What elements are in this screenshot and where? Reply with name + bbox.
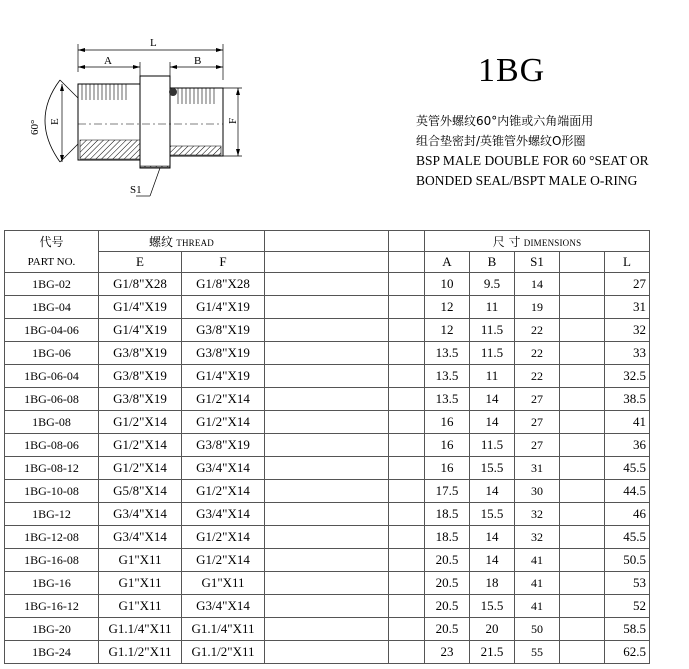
empty-header-cell (265, 231, 389, 252)
dim-S1-cell: 55 (515, 641, 560, 664)
dim-S1-cell: 19 (515, 296, 560, 319)
part-no-cell: 1BG-06-04 (5, 365, 99, 388)
thread-E-cell: G1"X11 (99, 595, 182, 618)
col-S1-header: S1 (515, 252, 560, 273)
col-L-header: L (605, 252, 650, 273)
empty-cell (265, 411, 389, 434)
empty-cell (389, 572, 425, 595)
dim-B-cell: 15.5 (470, 503, 515, 526)
table-row (5, 434, 650, 457)
dim-L-cell: 31 (605, 296, 650, 319)
empty-cell (265, 480, 389, 503)
dim-L-cell: 36 (605, 434, 650, 457)
empty-cell (389, 618, 425, 641)
empty-cell (560, 273, 605, 296)
thread-F-cell: G3/8"X19 (182, 319, 265, 342)
empty-cell (389, 434, 425, 457)
product-description (416, 111, 649, 191)
empty-cell (560, 365, 605, 388)
dim-B-cell: 11.5 (470, 434, 515, 457)
col-B-header: B (470, 252, 515, 273)
desc-en-line-1: BSP MALE DOUBLE FOR 60 °SEAT OR (416, 153, 649, 168)
dimensions-header: 尺 寸 DIMENSIONS (425, 231, 650, 252)
empty-cell (560, 434, 605, 457)
thread-F-cell: G1/4"X19 (182, 365, 265, 388)
empty-cell (265, 365, 389, 388)
dimension-table (4, 230, 650, 664)
dim-B-label: B (194, 55, 202, 67)
empty-cell (389, 457, 425, 480)
desc-cn-line-2: 组合垫密封/英锥管外螺纹O形圈 (416, 134, 586, 148)
part-no-cell: 1BG-16-12 (5, 595, 99, 618)
thread-E-cell: G1"X11 (99, 549, 182, 572)
dim-L-cell: 58.5 (605, 618, 650, 641)
dim-A-cell: 12 (425, 319, 470, 342)
part-no-header-cn: 代号 (5, 231, 99, 252)
thread-E-cell: G1/4"X19 (99, 319, 182, 342)
dim-E-label: E (49, 118, 61, 125)
desc-en-line-2: BONDED SEAL/BSPT MALE O-RING (416, 173, 638, 188)
thread-F-cell: G1/2"X14 (182, 480, 265, 503)
part-no-cell: 1BG-16 (5, 572, 99, 595)
empty-cell (389, 319, 425, 342)
dim-B-cell: 11 (470, 365, 515, 388)
dim-B-cell: 14 (470, 526, 515, 549)
empty-cell (389, 342, 425, 365)
part-no-cell: 1BG-06 (5, 342, 99, 365)
thread-E-cell: G1/2"X14 (99, 411, 182, 434)
dim-L-cell: 53 (605, 572, 650, 595)
empty-cell (560, 342, 605, 365)
part-no-cell: 1BG-04 (5, 296, 99, 319)
empty-cell (560, 388, 605, 411)
thread-E-cell: G1/2"X14 (99, 434, 182, 457)
thread-F-cell: G3/4"X14 (182, 457, 265, 480)
empty-cell (265, 273, 389, 296)
dim-B-cell: 21.5 (470, 641, 515, 664)
dim-B-cell: 11 (470, 296, 515, 319)
dim-S1-cell: 41 (515, 572, 560, 595)
empty-cell (265, 503, 389, 526)
dim-L-cell: 52 (605, 595, 650, 618)
dim-S1-cell: 27 (515, 434, 560, 457)
empty-cell (560, 549, 605, 572)
dim-A-cell: 13.5 (425, 388, 470, 411)
table-row (5, 388, 650, 411)
table-row (5, 595, 650, 618)
thread-F-cell: G1/2"X14 (182, 526, 265, 549)
col-A-header: A (425, 252, 470, 273)
empty-cell (560, 618, 605, 641)
thread-F-cell: G3/4"X14 (182, 503, 265, 526)
empty-cell (389, 365, 425, 388)
empty-cell (389, 526, 425, 549)
empty-cell (265, 342, 389, 365)
dim-B-cell: 14 (470, 411, 515, 434)
thread-F-cell: G1/2"X14 (182, 388, 265, 411)
thread-F-cell: G1.1/2"X11 (182, 641, 265, 664)
empty-cell (560, 503, 605, 526)
part-no-cell: 1BG-06-08 (5, 388, 99, 411)
part-no-cell: 1BG-12-08 (5, 526, 99, 549)
empty-header-cell (265, 252, 389, 273)
table-row (5, 618, 650, 641)
dim-A-cell: 20.5 (425, 595, 470, 618)
table-row (5, 549, 650, 572)
thread-header: 螺纹 THREAD (99, 231, 265, 252)
dim-F-label: F (227, 117, 239, 124)
empty-cell (560, 572, 605, 595)
table-row (5, 480, 650, 503)
dim-A-cell: 20.5 (425, 618, 470, 641)
dim-B-cell: 15.5 (470, 457, 515, 480)
empty-cell (389, 411, 425, 434)
table-row (5, 342, 650, 365)
dim-S1-cell: 32 (515, 526, 560, 549)
empty-cell (389, 296, 425, 319)
dim-A-label: A (104, 55, 112, 67)
empty-cell (265, 641, 389, 664)
dim-L-cell: 45.5 (605, 457, 650, 480)
empty-header-cell (389, 252, 425, 273)
dim-L-cell: 33 (605, 342, 650, 365)
empty-cell (560, 641, 605, 664)
empty-cell (560, 480, 605, 503)
thread-F-cell: G1"X11 (182, 572, 265, 595)
dim-B-cell: 14 (470, 480, 515, 503)
table-row (5, 457, 650, 480)
dim-A-cell: 13.5 (425, 342, 470, 365)
empty-cell (389, 480, 425, 503)
part-no-cell: 1BG-24 (5, 641, 99, 664)
table-row (5, 641, 650, 664)
empty-cell (265, 319, 389, 342)
table-row (5, 572, 650, 595)
empty-cell (389, 595, 425, 618)
product-code-title: 1BG (478, 52, 546, 89)
dim-B-cell: 11.5 (470, 342, 515, 365)
part-no-cell: 1BG-02 (5, 273, 99, 296)
dim-A-cell: 18.5 (425, 526, 470, 549)
dim-B-cell: 14 (470, 388, 515, 411)
dim-L-cell: 38.5 (605, 388, 650, 411)
table-row (5, 503, 650, 526)
dim-S1-cell: 14 (515, 273, 560, 296)
empty-cell (389, 503, 425, 526)
thread-E-cell: G1/4"X19 (99, 296, 182, 319)
thread-F-cell: G1/2"X14 (182, 549, 265, 572)
dim-L-cell: 32 (605, 319, 650, 342)
dim-S1-cell: 41 (515, 595, 560, 618)
dim-S1-cell: 22 (515, 319, 560, 342)
empty-cell (560, 296, 605, 319)
table-row (5, 526, 650, 549)
dim-B-cell: 20 (470, 618, 515, 641)
dim-B-cell: 15.5 (470, 595, 515, 618)
thread-F-cell: G1.1/4"X11 (182, 618, 265, 641)
thread-F-cell: G1/4"X19 (182, 296, 265, 319)
empty-cell (560, 526, 605, 549)
dim-S1-cell: 30 (515, 480, 560, 503)
dim-S1-cell: 32 (515, 503, 560, 526)
dim-A-cell: 12 (425, 296, 470, 319)
thread-E-cell: G1.1/4"X11 (99, 618, 182, 641)
empty-cell (560, 595, 605, 618)
table-row (5, 319, 650, 342)
empty-header-cell (389, 231, 425, 252)
thread-E-cell: G3/8"X19 (99, 365, 182, 388)
thread-E-cell: G1.1/2"X11 (99, 641, 182, 664)
dim-L-cell: 62.5 (605, 641, 650, 664)
dim-B-cell: 9.5 (470, 273, 515, 296)
thread-E-cell: G5/8"X14 (99, 480, 182, 503)
part-no-cell: 1BG-10-08 (5, 480, 99, 503)
dim-L-cell: 41 (605, 411, 650, 434)
empty-cell (265, 434, 389, 457)
empty-cell (265, 296, 389, 319)
table-row (5, 365, 650, 388)
dim-B-cell: 18 (470, 572, 515, 595)
empty-header-cell (560, 252, 605, 273)
empty-cell (265, 388, 389, 411)
thread-E-cell: G1/8"X28 (99, 273, 182, 296)
part-no-cell: 1BG-20 (5, 618, 99, 641)
empty-cell (560, 457, 605, 480)
table-row (5, 296, 650, 319)
part-no-cell: 1BG-04-06 (5, 319, 99, 342)
dim-L-cell: 46 (605, 503, 650, 526)
part-no-cell: 1BG-08-06 (5, 434, 99, 457)
empty-cell (389, 549, 425, 572)
dim-S1-cell: 22 (515, 365, 560, 388)
empty-cell (265, 618, 389, 641)
dim-S1-cell: 27 (515, 411, 560, 434)
part-no-cell: 1BG-12 (5, 503, 99, 526)
dim-B-cell: 14 (470, 549, 515, 572)
part-no-cell: 1BG-08-12 (5, 457, 99, 480)
dim-L-cell: 50.5 (605, 549, 650, 572)
dim-A-cell: 10 (425, 273, 470, 296)
dim-S1-label: S1 (130, 184, 142, 196)
dim-L-cell: 27 (605, 273, 650, 296)
empty-cell (265, 572, 389, 595)
dim-B-cell: 11.5 (470, 319, 515, 342)
dim-A-cell: 17.5 (425, 480, 470, 503)
empty-cell (560, 319, 605, 342)
fitting-drawing (0, 0, 330, 220)
dim-L-cell: 44.5 (605, 480, 650, 503)
thread-F-cell: G3/4"X14 (182, 595, 265, 618)
thread-E-cell: G3/4"X14 (99, 503, 182, 526)
dim-A-cell: 20.5 (425, 549, 470, 572)
thread-F-cell: G3/8"X19 (182, 434, 265, 457)
part-no-cell: 1BG-16-08 (5, 549, 99, 572)
dim-L-label: L (150, 37, 157, 49)
dim-S1-cell: 22 (515, 342, 560, 365)
dim-A-cell: 13.5 (425, 365, 470, 388)
thread-F-cell: G1/2"X14 (182, 411, 265, 434)
thread-F-cell: G1/8"X28 (182, 273, 265, 296)
dim-L-cell: 45.5 (605, 526, 650, 549)
dim-S1-cell: 50 (515, 618, 560, 641)
thread-E-cell: G1"X11 (99, 572, 182, 595)
empty-cell (389, 273, 425, 296)
table-row (5, 411, 650, 434)
dim-A-cell: 16 (425, 411, 470, 434)
col-E-header: E (99, 252, 182, 273)
col-F-header: F (182, 252, 265, 273)
angle-label: 60° (29, 119, 41, 135)
part-no-header-en: PART NO. (5, 252, 99, 273)
thread-F-cell: G3/8"X19 (182, 342, 265, 365)
table-row (5, 273, 650, 296)
part-no-cell: 1BG-08 (5, 411, 99, 434)
empty-cell (265, 549, 389, 572)
dim-A-cell: 18.5 (425, 503, 470, 526)
empty-cell (560, 411, 605, 434)
empty-cell (389, 641, 425, 664)
dim-A-cell: 16 (425, 457, 470, 480)
dim-S1-cell: 27 (515, 388, 560, 411)
dim-A-cell: 16 (425, 434, 470, 457)
empty-cell (265, 595, 389, 618)
dim-S1-cell: 41 (515, 549, 560, 572)
dim-L-cell: 32.5 (605, 365, 650, 388)
empty-cell (265, 457, 389, 480)
thread-E-cell: G1/2"X14 (99, 457, 182, 480)
desc-cn-line-1: 英管外螺纹60°内锥或六角端面用 (416, 114, 594, 128)
dim-A-cell: 20.5 (425, 572, 470, 595)
empty-cell (265, 526, 389, 549)
thread-E-cell: G3/4"X14 (99, 526, 182, 549)
dim-A-cell: 23 (425, 641, 470, 664)
thread-E-cell: G3/8"X19 (99, 342, 182, 365)
thread-E-cell: G3/8"X19 (99, 388, 182, 411)
empty-cell (389, 388, 425, 411)
dim-S1-cell: 31 (515, 457, 560, 480)
